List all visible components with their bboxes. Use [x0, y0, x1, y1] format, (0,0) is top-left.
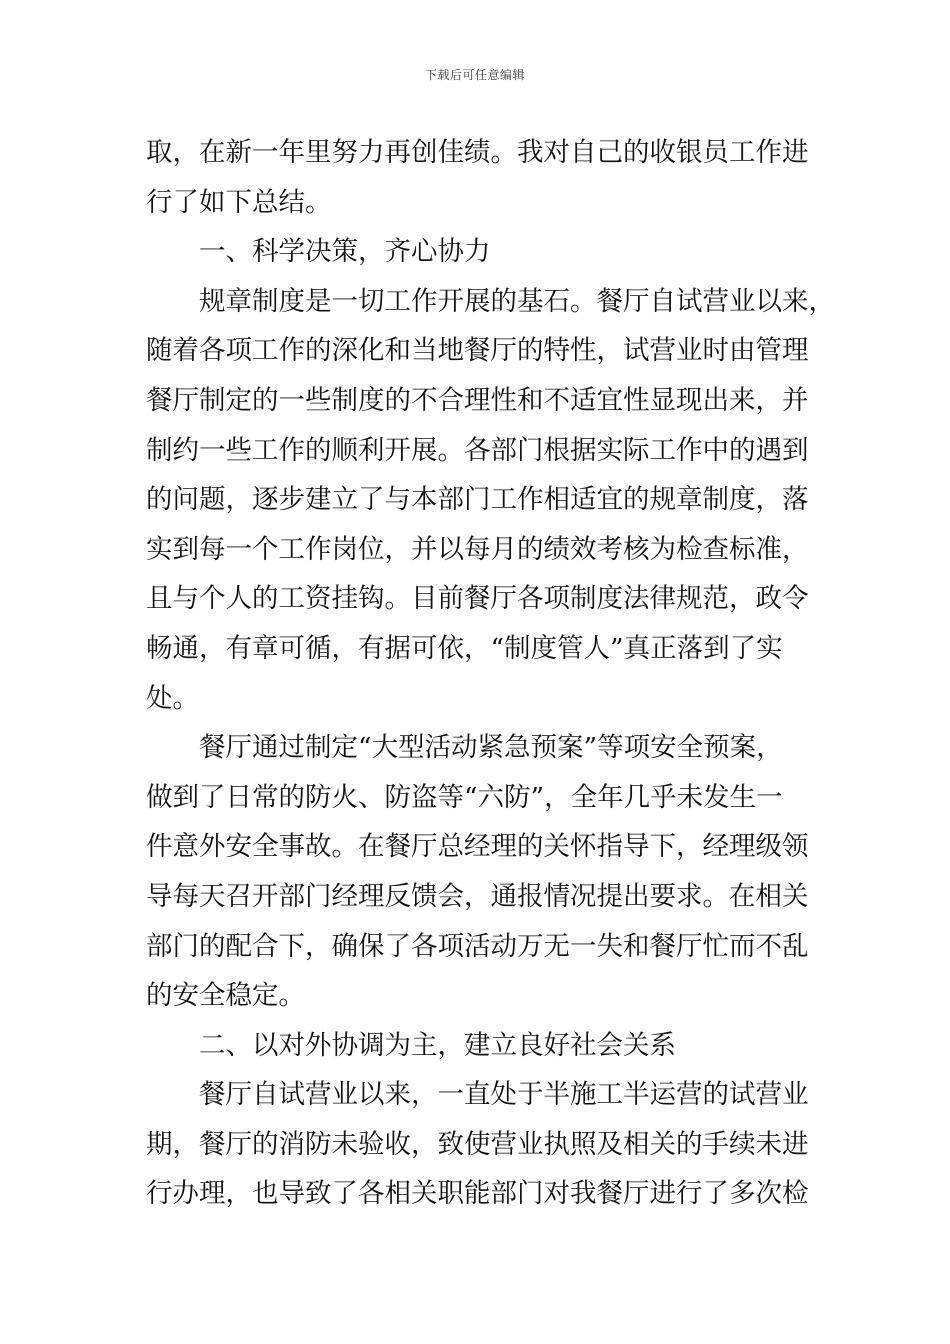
text-line: 的问题，逐步建立了与本部门工作相适宜的规章制度，落	[146, 484, 809, 516]
text-line: 且与个人的工资挂钩。目前餐厅各项制度法律规范，政令	[146, 583, 809, 615]
section-heading: 二、以对外协调为主，建立良好社会关系	[199, 1029, 676, 1061]
paragraph-start: 规章制度是一切工作开展的基石。餐厅自试营业以来，	[199, 285, 835, 317]
text-line: 的安全稳定。	[146, 980, 305, 1012]
text-line: 行办理，也导致了各相关职能部门对我餐厅进行了多次检	[146, 1178, 809, 1210]
paragraph-start: 餐厅自试营业以来，一直处于半施工半运营的试营业	[199, 1079, 809, 1111]
section-heading: 一、科学决策，齐心协力	[199, 236, 491, 268]
page-header: 下载后可任意编辑	[424, 68, 525, 82]
text-line: 餐厅制定的一些制度的不合理性和不适宜性显现出来，并	[146, 384, 809, 416]
text-line: 部门的配合下，确保了各项活动万无一失和餐厅忙而不乱	[146, 930, 809, 962]
text-line: 实到每一个工作岗位，并以每月的绩效考核为检查标准，	[146, 533, 809, 565]
text-line: 做到了日常的防火、防盗等“六防”，全年几乎未发生一	[146, 781, 783, 813]
text-line: 件意外安全事故。在餐厅总经理的关怀指导下，经理级领	[146, 831, 809, 863]
text-line: 导每天召开部门经理反馈会，通报情况提出要求。在相关	[146, 880, 809, 912]
text-line: 行了如下总结。	[146, 186, 332, 218]
paragraph-start: 餐厅通过制定“大型活动紧急预案”等项安全预案，	[199, 732, 783, 764]
text-line: 畅通，有章可循，有据可依，“制度管人”真正落到了实	[146, 632, 783, 664]
text-line: 随着各项工作的深化和当地餐厅的特性，试营业时由管理	[146, 335, 809, 367]
text-line: 期，餐厅的消防未验收，致使营业执照及相关的手续未进	[146, 1128, 809, 1160]
text-line: 取，在新一年里努力再创佳绩。我对自己的收银员工作进	[146, 137, 809, 168]
document-body	[146, 128, 835, 1219]
text-line: 处。	[146, 682, 199, 714]
text-line: 制约一些工作的顺利开展。各部门根据实际工作中的遇到	[146, 434, 809, 466]
